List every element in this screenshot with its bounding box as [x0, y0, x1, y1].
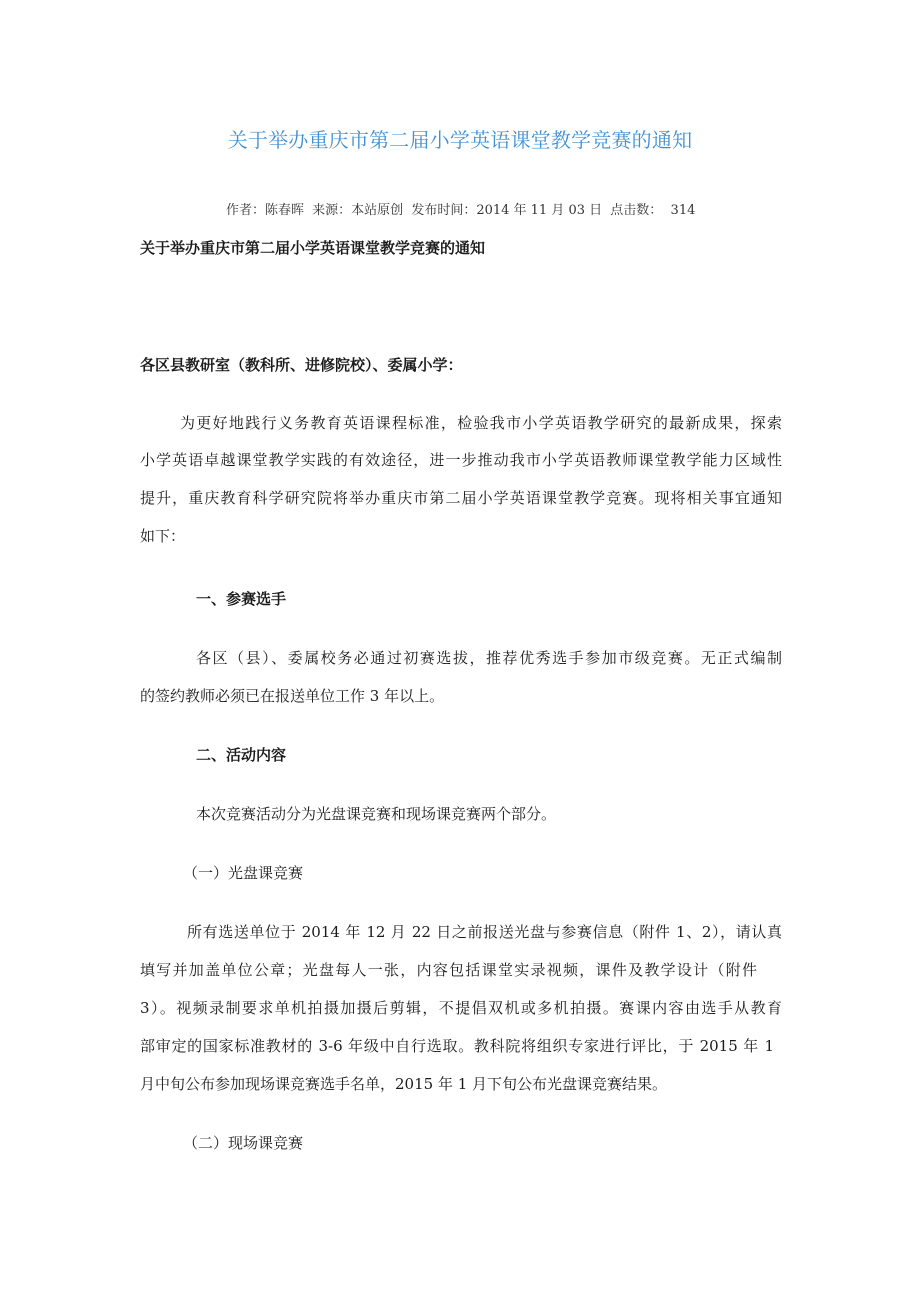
- meta-clicks: 点击数： 314: [610, 203, 696, 218]
- section2-heading: 二、活动内容: [196, 746, 287, 764]
- section1-heading: 一、参赛选手: [196, 590, 287, 608]
- article-title: 关于举办重庆市第二届小学英语课堂教学竞赛的通知: [227, 128, 693, 152]
- intro-line-3: 提升，重庆教育科学研究院将举办重庆市第二届小学英语课堂教学竞赛。现将相关事宜通知: [140, 489, 782, 507]
- section1-line-1: 各区（县）、委属校务必通过初赛选拔，推荐优秀选手参加市级竞赛。无正式编制: [196, 649, 782, 667]
- article-meta: [226, 199, 699, 218]
- sub1-line-1: 所有选送单位于 2014 年 12 月 22 日之前报送光盘与参赛信息（附件 1、2），请认真: [187, 923, 782, 941]
- sub1-line-2: 填写并加盖单位公章；光盘每人一张，内容包括课堂实录视频，课件及教学设计（附件: [140, 961, 757, 979]
- intro-line-1: 为更好地践行义务教育英语课程标准，检验我市小学英语教学研究的最新成果，探索: [180, 414, 782, 432]
- meta-source: 来源：本站原创: [312, 203, 404, 218]
- sub1-heading: （一）光盘课竞赛: [183, 864, 304, 882]
- intro-line-2: 小学英语卓越课堂教学实践的有效途径，进一步推动我市小学英语教师课堂教学能力区域性: [140, 451, 782, 469]
- meta-author: 作者：陈春晖: [226, 203, 305, 218]
- section2-intro: 本次竞赛活动分为光盘课竞赛和现场课竞赛两个部分。: [196, 805, 557, 823]
- document-subtitle: 关于举办重庆市第二届小学英语课堂教学竞赛的通知: [140, 239, 486, 257]
- meta-published: 发布时间：2014 年 11 月 03 日: [411, 203, 603, 218]
- salutation: 各区县教研室（教科所、进修院校）、委属小学：: [140, 356, 463, 374]
- intro-line-4: 如下：: [140, 527, 186, 545]
- sub1-line-4: 部审定的国家标准教材的 3-6 年级中自行选取。教科院将组织专家进行评比，于 2015 年 1: [140, 1037, 774, 1055]
- sub1-line-3: 3）。视频录制要求单机拍摄加摄后剪辑，不提倡双机或多机拍摄。赛课内容由选手从教育: [140, 999, 782, 1017]
- sub1-line-5: 月中旬公布参加现场课竞赛选手名单，2015 年 1 月下旬公布光盘课竞赛结果。: [140, 1075, 668, 1093]
- section1-line-2: 的签约教师必须已在报送单位工作 3 年以上。: [140, 687, 445, 705]
- sub2-heading: （二）现场课竞赛: [183, 1134, 304, 1152]
